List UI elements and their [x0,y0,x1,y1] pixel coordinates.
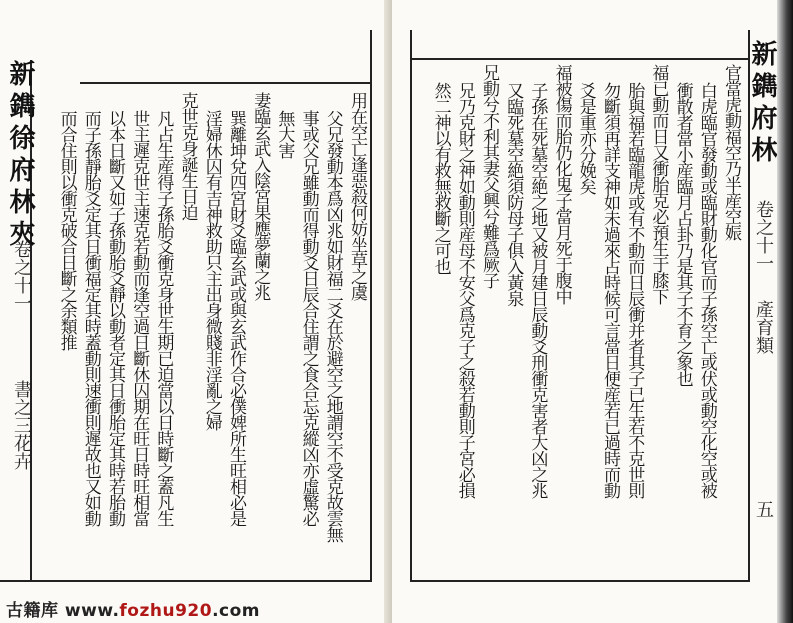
text-column: 勿斷須再詳支神如未過來占時候可言當日便産若已過時而動 [600,82,620,498]
top-border-rule-right [410,58,750,60]
left-page [0,0,393,623]
text-column: 用在空亡逢惡殺何妨坐草之虞 [347,92,367,300]
text-column: 無大害 [274,110,295,158]
source-watermark [6,596,260,621]
text-column: 兄動兮不利其妻父興兮難爲厥子 [479,64,499,288]
centerfold-volume: 卷之十一 [11,240,32,312]
right-frame-rule [370,30,372,582]
text-column: 衝散者當小産臨月占卦乃是其子不育之象也 [672,82,693,386]
text-column: 而合住則以衝克破合日斷之余類推 [56,110,77,350]
watermark-prefix: 古籍库 www. [6,601,120,621]
centerfold-page-number: 五 [753,500,774,518]
right-page [392,0,793,623]
centerfold-title-right: 新鐫府林 [747,40,777,168]
text-column: 而子孫靜胎爻定其日衝福定其時蓋動則速衝則遲故也又如動 [80,110,101,526]
text-column: 克世克身誕生日迫 [177,92,198,220]
watermark-domain: fozhu920 [119,601,213,621]
text-column: 福已動而日又衝胎克必預生于膝下 [648,64,669,304]
watermark-suffix: .com [212,601,261,621]
text-column: 子孫在死墓空絶之地又被月建日辰動爻刑衝克害者大凶之兆 [527,82,548,498]
text-column: 胎與福若臨龍虎或有不動而日辰衝并者其子已生若不克世則 [624,82,645,498]
book-edge-shadow [777,0,793,623]
text-column: 然二神以有救無救斷之可也 [430,82,451,274]
bottom-border-rule [0,580,370,582]
text-column: 妻臨玄武入陰宮果應夢蘭之兆 [250,92,271,300]
top-border-rule [80,82,370,84]
text-column: 事或父兄雖動而得動爻日辰合住謂之食合忘克縱凶亦虛驚必 [298,110,319,526]
text-column: 凡占生産得子孫胎爻衝克身世生期已迫當以日時斷之蓋凡生 [153,110,174,526]
text-column: 淫婦休囚有吉神救助只主出身微賤非淫亂之婦 [201,110,222,430]
text-column: 父兄發動本爲凶兆如財福二爻在於避空之地謂空不受克故雲無 [322,110,343,542]
bottom-border-rule-right [410,580,750,582]
left-frame-rule-right [410,30,412,582]
text-column: 爻是重亦分娩矣 [575,82,596,194]
text-column: 兄乃克財之神如動則産母不安父爲克子之殺若動則子宮必損 [454,82,475,498]
centerfold-section: 書之三花卉 [11,380,32,470]
text-column: 以本日斷又如子孫動胎爻靜以動者定其日衝胎定其時若胎動 [105,110,125,526]
text-column: 巽離坤兌四宮財爻臨玄武或與玄武作合必僕婢所生旺相必是 [226,110,246,526]
centerfold-section-right: 產育類 [753,300,774,354]
text-column: 福被傷而胎仍化鬼子當月死于腹中 [551,64,572,304]
centerfold-title: 新鐫徐府林夾 [5,60,35,252]
text-column: 白虎臨官發動或臨財動化官而子孫空亡或伏或動空化空或被 [696,82,717,498]
text-column: 又臨死墓空絶須防母子俱入黃泉 [503,82,524,306]
centerfold-volume-right: 卷之十一 [753,200,774,272]
text-column: 世主遲克世主速克若動而逢空過日斷休囚期在旺日時旺相當 [129,110,150,526]
text-column: 官當虎動福空乃半産空娠 [721,64,741,240]
